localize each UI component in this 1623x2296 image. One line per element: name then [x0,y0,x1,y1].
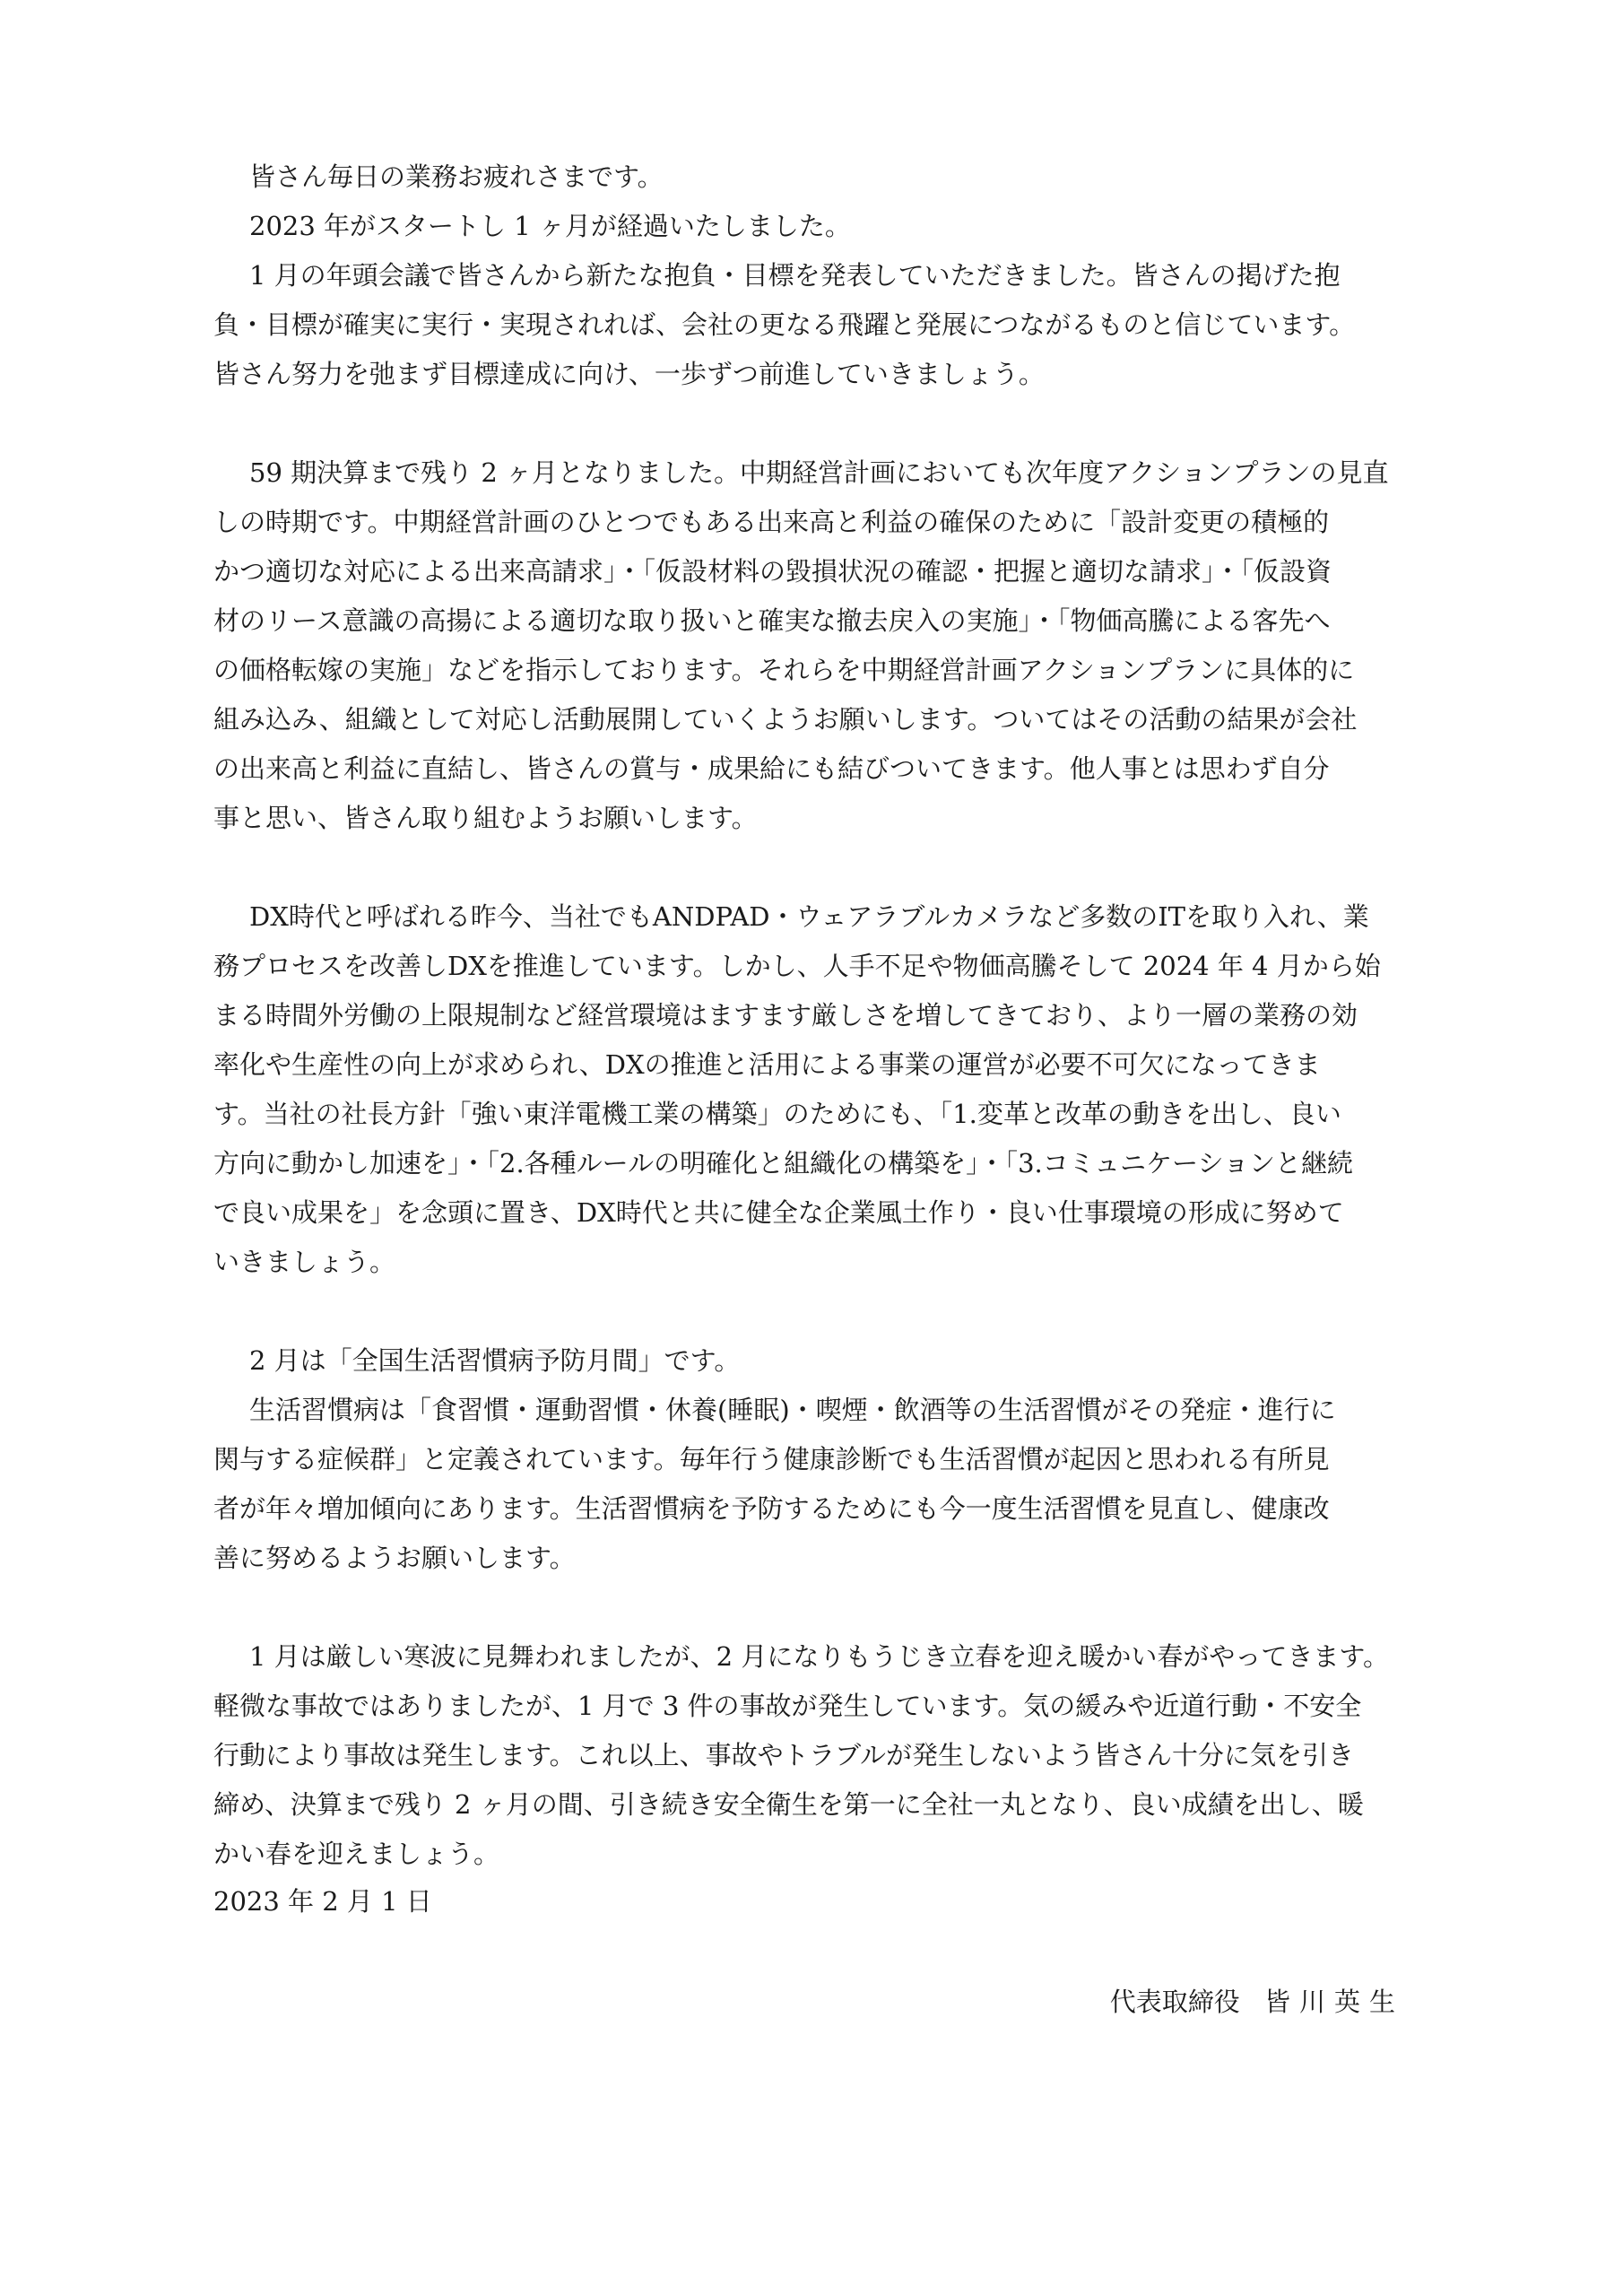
paragraph-spacer [213,1287,1406,1336]
text-line: 率化や生産性の向上が求められ、DXの推進と活用による事業の運営が必要不可欠になってきま [213,1049,1321,1080]
text-line: 2023 年がスタートし 1 ヶ月が経過いたしました。 [249,211,851,241]
text-line: かい春を迎えましょう。 [213,1839,500,1869]
letter-date: 2023 年 2 月 1 日 [213,1886,432,1917]
text-line: 皆さん毎日の業務お疲れさまです。 [249,161,664,192]
paragraph-spacer [213,843,1406,892]
text-line: 行動により事故は発生します。これ以上、事故やトラブルが発生しないよう皆さん十分に気を引き [213,1740,1354,1770]
text-line: で良い成果を」を念頭に置き、DX時代と共に健全な企業風土作り・良い仕事環境の形成に努めて [213,1197,1344,1228]
paragraph-goals [213,251,1406,399]
paragraph-start-of-year [213,202,1406,251]
text-line: いきましょう。 [213,1247,396,1277]
signature-title: 代表取締役 [1109,1987,1240,2017]
text-line: の出来高と利益に直結し、皆さんの賞与・成果給にも結びついてきます。他人事とは思わず自分 [213,753,1330,784]
text-line: 方向に動かし加速を」・「2.各種ルールの明確化と組織化の構築を」・「3.コミュニケーションと継続 [213,1148,1354,1178]
signature [1110,1978,1404,2027]
text-line: 軽微な事故ではありましたが、1 月で 3 件の事故が発生しています。気の緩みや近道行動・不安全 [213,1691,1362,1721]
text-line: まる時間外労働の上限規制など経営環境はますます厳しさを増してきており、より一層の業務の効 [213,1000,1358,1031]
text-line: 者が年々増加傾向にあります。生活習慣病を予防するためにも今一度生活習慣を見直し、健康改 [213,1493,1330,1524]
text-line: 1 月は厳しい寒波に見舞われましたが、2 月になりもうじき立春を迎え暖かい春がやってきます。 [249,1641,1390,1672]
paragraph-spacer [213,399,1406,448]
text-line: 善に努めるようお願いします。 [213,1543,576,1573]
text-line: 締め、決算まで残り 2 ヶ月の間、引き続き安全衛生を第一に全社一丸となり、良い成績を出し、暖 [213,1789,1364,1820]
paragraph-health-month [213,1336,1406,1386]
text-line: DX時代と呼ばれる昨今、当社でもANDPAD・ウェアラブルカメラなど多数のITを取り入れ、業 [249,901,1369,932]
text-line: 負・目標が確実に実行・実現されれば、会社の更なる飛躍と発展につながるものと信じています。 [213,309,1356,340]
text-line: 1 月の年頭会議で皆さんから新たな抱負・目標を発表していただきました。皆さんの掲げた抱 [249,260,1341,291]
text-line: 59 期決算まで残り 2 ヶ月となりました。中期経営計画においても次年度アクションプランの見直 [249,457,1389,488]
text-line: 皆さん努力を弛まず目標達成に向け、一歩ずつ前進していきましょう。 [213,359,1045,389]
text-line: す。当社の社長方針「強い東洋電機工業の構築」のためにも、「1.変革と改革の動きを出し、良い [213,1099,1341,1129]
letter-body [213,152,1406,1879]
text-line: 務プロセスを改善しDXを推進しています。しかし、人手不足や物価高騰そして 2024 年 4 月から始 [213,951,1381,981]
paragraph-settlement-plan [213,448,1406,843]
text-line: 生活習慣病は「食習慣・運動習慣・休養(睡眠)・喫煙・飲酒等の生活習慣がその発症・進行に [249,1395,1336,1425]
paragraph-greeting [213,152,1406,202]
paragraph-safety [213,1632,1406,1879]
text-line: 事と思い、皆さん取り組むようお願いします。 [213,803,758,833]
text-line: 材のリース意識の高揚による適切な取り扱いと確実な撤去戻入の実施」・「物価高騰による客先へ [213,605,1331,636]
text-line: 関与する症候群」と定義されています。毎年行う健康診断でも生活習慣が起因と思われる有所見 [213,1444,1330,1474]
text-line: しの時期です。中期経営計画のひとつでもある出来高と利益の確保のために「設計変更の積極的 [213,507,1330,537]
paragraph-dx [213,892,1406,1287]
text-line: の価格転嫁の実施」などを指示しております。それらを中期経営計画アクションプランに具体的に [213,655,1355,685]
text-line: 組み込み、組織として対応し活動展開していくようお願いします。ついてはその活動の結果が会社 [213,704,1358,735]
paragraph-lifestyle-disease [213,1386,1406,1583]
paragraph-spacer [213,1583,1406,1632]
text-line: かつ適切な対応による出来高請求」・「仮設材料の毀損状況の確認・把握と適切な請求」・「仮設資 [213,556,1332,587]
text-line: 2 月は「全国生活習慣病予防月間」です。 [249,1345,741,1376]
signature-name: 皆川英生 [1263,1987,1404,2017]
